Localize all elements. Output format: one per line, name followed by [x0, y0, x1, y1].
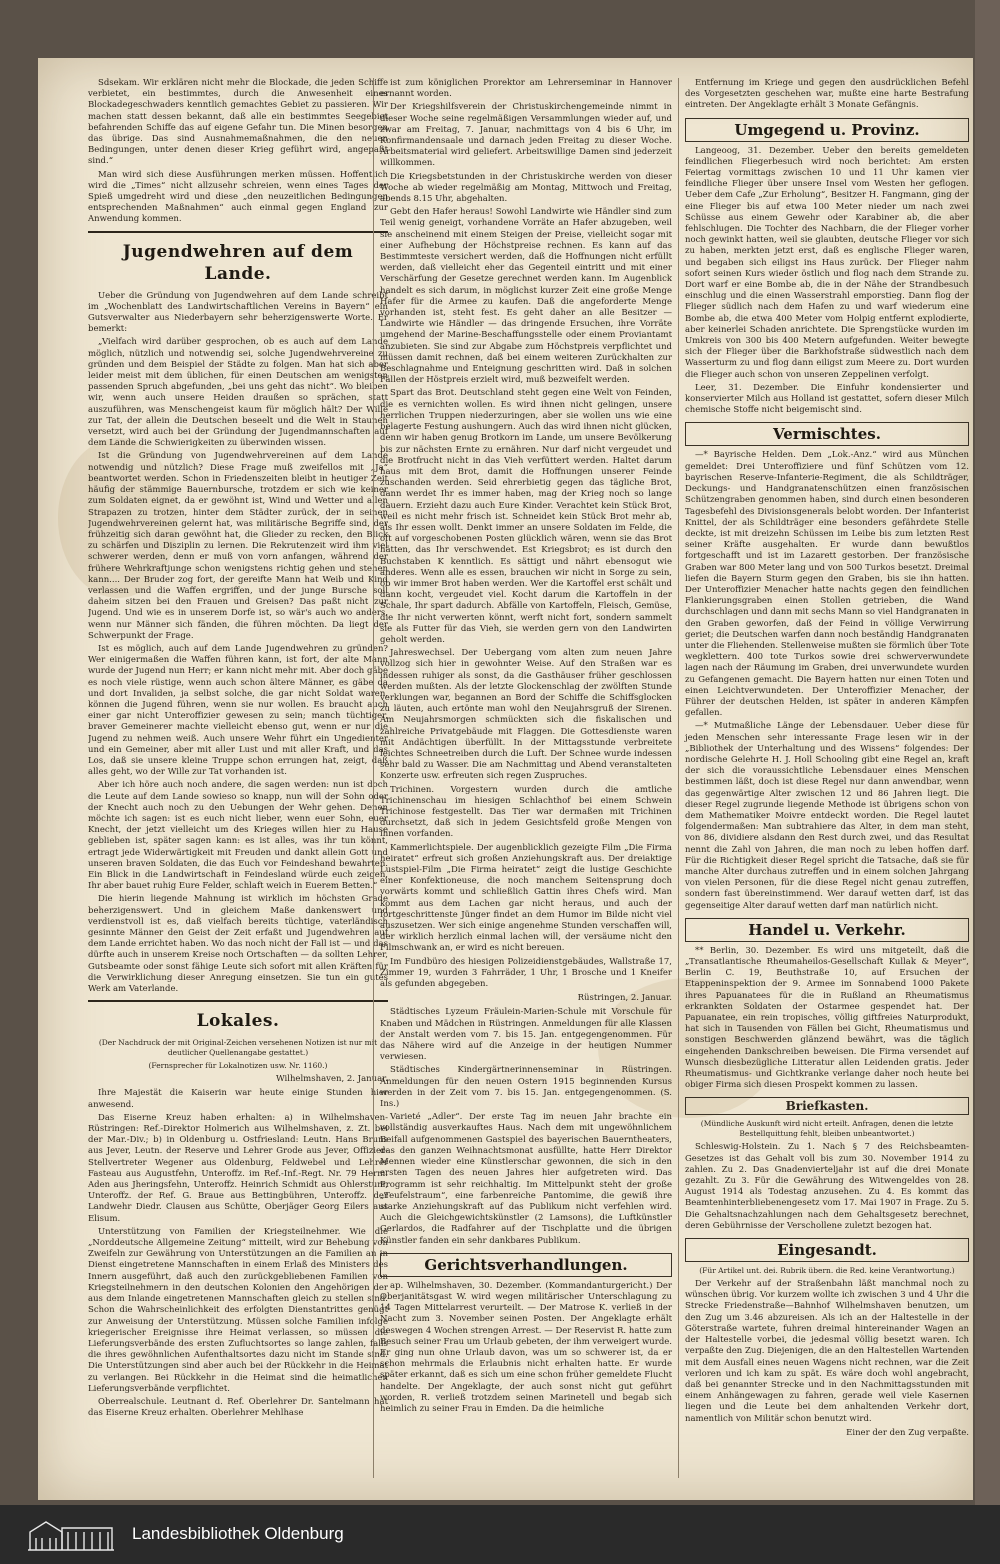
dateline: Rüstringen, 2. Januar. — [577, 993, 672, 1004]
paragraph: Ihre Majestät die Kaiserin war heute einige Stunden hier anwesend. — [88, 1088, 388, 1110]
paragraph: Städtisches Kindergärtnerinnenseminar in Rüstringen. Anmeldungen für den neuen Ostern 1915 beginnenden Kursus werden in der Zeit vom 7. bis 15. Jan. entgegengenommen. (S. Ins.) — [380, 1065, 672, 1110]
paragraph: Städtisches Lyzeum Fräulein-Marien-Schule mit Vorschule für Knaben und Mädchen in Rüstringen. Anmeldungen für alle Klassen der Anstalt werden vom 7. bis 15. Jan. entgegengenommen. Für das Nähere wird auf die Anzeige in der heutigen Nummer verwiesen. — [380, 1007, 672, 1063]
heading-gerichtsverhandlungen: Gerichtsverhandlungen. — [380, 1253, 672, 1277]
eingesandt-note: (Für Artikel unt. dei. Rubrik übern. die Red. keine Verantwortung.) — [699, 1266, 955, 1276]
divider — [88, 1000, 388, 1002]
paragraph: Ist die Gründung von Jugendwehrvereinen auf dem Lande notwendig und nützlich? Diese Frage muß zweifellos mit „Ja“ beantwortet werden. Schon in Friedenszeiten bleibt in heutiger Zeit häufig der stämmige Bauernbursche, trotzdem er sich wie keiner zum Soldaten eignet, da er gewöhnt ist, Wind und Wetter und allen Strapazen zu trotzen, hinter dem Städter zurück, der in seinen Jugendwehrvereinen gelernt hat, was militärische Begriffe sind, der frühzeitig sich daran gewöhnt hat, die Glieder zu recken, den Blick zu schärfen und Disziplin zu lernen. Die Rekrutenzeit wird ihm viel schwerer werden, denn er muß von vorn anfangen, während der frühere Wehrkraftjunge schon wenigstens richtig gehen und stehen kann.... Der Bruder zog fort, der gereifte Mann hat Weib und Kind verlassen und die Waffen ergriffen, und der junge Bursche soll daheim sitzen bei den Frauen und Greisen? Das paßt nicht zur Jugend. Und wie es in unserem Dorfe ist, so wär's auch wo anders, wenn nur Männer sich fänden, die führen möchten. Da liegt der Schwerpunkt der Frage. — [88, 451, 388, 641]
heading-briefkasten: Briefkasten. — [685, 1097, 969, 1115]
paragraph: Der Kriegshilfsverein der Christuskirchengemeinde nimmt in dieser Woche seine regelmäßigen Versammlungen wieder auf, und zwar am Freitag, 7. Januar, nachmittags von 4 bis 6 Uhr, im Konfirmandensaale und darnach jeden Freitag zu dieser Woche. Arbeitsmaterial wird geliefert. Arbeitswillige Damen sind jederzeit willkommen. — [380, 102, 672, 169]
heading-eingesandt: Eingesandt. — [685, 1238, 969, 1262]
paragraph: Entfernung im Kriege und gegen den ausdrücklichen Befehl des Vorgesetzten geschehen war, mußte eine harte Bestrafung eintreten. Der Angeklagte erhält 3 Monate Gefängnis. — [685, 78, 969, 111]
page-edge — [975, 0, 1000, 1505]
signature-line: Einer der den Zug verpaßte. — [846, 1427, 969, 1438]
paragraph: Oberrealschule. Leutnant d. Ref. Oberlehrer Dr. Santelmann hat das Eiserne Kreuz erhalten. Oberlehrer Mehlhase — [88, 1396, 388, 1419]
heading-vermischtes: Vermischtes. — [685, 422, 969, 446]
heading-umgegend: Umgegend u. Provinz. — [685, 118, 969, 142]
paragraph: Das Eiserne Kreuz haben erhalten: a) in Wilhelmshaven-Rüstringen: Ref.-Direktor Holmerich aus Wilhelmshaven, z. Zt. bei der Mar.-Div.; b) in Oldenburg u. Ostfriesland: Leutn. Hans Bruns aus Jever, Leutn. der Reserve und Lehrer Grode aus Jever, Offizier-Stellvertreter Wegener aus Oldenburg, Feldwebel und Lehrer Fasteau aus Augustfehn, Unteroffz. im Ref.-Inf.-Regt. Nr. 79 Herm. Aden aus Jheringsfehn, Unteroffz. Heinrich Schmidt aus Ohlerstum, Unteroffz. der Ref. G. Braue aus Bettingbühren, Unteroffz. der Landwehr Diedr. Clausen aus Schütte, Oberjäger Georg Eilers aus Elisum. — [88, 1112, 388, 1224]
heading-lokales: Lokales. — [196, 1011, 280, 1032]
dateline: Wilhelmshaven, 2. Januar. — [275, 1074, 388, 1085]
column-1 — [88, 78, 388, 1478]
paragraph: Langeoog, 31. Dezember. Ueber den bereits gemeldeten feindlichen Fliegerbesuch wird noch berichtet: Am ersten Feiertag vormittags zwischen 10 und 11 Uhr kamen vier feindliche Flieger über unsere Insel vom Westen her geflogen. Ueber dem Cafe „Zur Erholung“, Besitzer H. Fangmann, ging der eine Flieger bis auf etwa 100 Meter nieder um nach zwei Schüsse aus einem Gewehr oder Karabiner ab, die aber fehlschlugen. Die Tochter des Nachbarn, die der Flieger vorher noch gewinkt hatten, weil sie glaubten, deutsche Flieger vor sich zu haben, merkten jetzt erst, daß es englische Flieger waren, und begaben sich eiligst ins Haus zurück. Der Flieger nahm sofort seinen Kurs wieder östlich und flog nach dem Strande zu. Dort warf er eine Bombe ab, die in der Nähe der Strandbesuch einschlug und die einen Wasserstrahl emporstieg. Dann flog der Flieger südlich nach dem Hafen zu und warf wiederum eine Bombe ab, die etwa 400 Meter vom Holpig entfernt explodierte, aber keinerlei Schaden anrichtete. Die Sprengstücke wurden im Umkreis von 300 bis 400 Metern aufgefunden. Weiter bewegte sich der Flieger über die Barkhofstraße südwestlich nach dem Wasserturm zu und flog dann eiligst zum Meere zu. Dort wurden die Flieger auch schon von unseren Zeppelinen verfolgt. — [685, 145, 969, 380]
paragraph: ** Berlin, 30. Dezember. Es wird uns mitgeteilt, daß die „Transatlantische Rheumaheilos-Gesellschaft Kullak & Meyer“, Berlin C. 19, Beuthstraße 10, auf Ersuchen der Etappeninspektion der 9. Armee im Sonnabend 1000 Pakete ihres Papuanatees für die in Rußland an Rheumatismus erkrankten Soldaten der Ostarmee gespendet hat. Der Papuanatee, ein rein tropisches, völlig giftfreies Naturprodukt, hat sich in Tausenden von Fällen bei Gicht, Rheumatismus und sonstigen Beschwerden glänzend bewährt, was die täglich eingehenden Dankschreiben beweisen. Die Firma versendet auf Wunsch diesbezügliche Litteratur allen Leidenden gratis. Jeder Rheumatismus- und Gichtkranke verlange daher noch heute bei obiger Firma sich diesen Prospekt kommen zu lassen. — [685, 945, 969, 1091]
paragraph: Ueber die Gründung von Jugendwehren auf dem Lande schreibt im „Wochenblatt des Landwirtschaftlichen Vereins in Bayern“ ein Gutsverwalter aus Niederbayern sehr beherzigenswerte Worte. Er bemerkt: — [88, 290, 388, 335]
paragraph: „Vielfach wird darüber gesprochen, ob es auch auf dem Lande möglich, nützlich und notwendig sei, solche Jugendwehrvereine zu gründen und dem Beispiel der Städte zu folgen. Man hat sich aber leider meist mit dem üblichen, für einen Deutschen am wenigsten passenden Spruch abgefunden, „bei uns geht das nicht“. Wo bleiben wir, wenn auch unsere Heiden draußen so sprächen, statt auszuführen, was Menschengeist kaum für möglich hält? Der Wille zur Tat, der allein die Deutschen beseelt und die Welt in Staunen versetzt, wird auch bei der Gründung der Jugendmannschaften auf dem Lande die Schwierigkeiten zu überwinden wissen. — [88, 337, 388, 449]
heading-handel: Handel u. Verkehr. — [685, 918, 969, 942]
paragraph: Kammerlichtspiele. Der augenblicklich gezeigte Film „Die Firma heiratet“ erfreut sich großen Anziehungskraft aus. Der dreiaktige Lustspiel-Film „Die Firma heiratet“ zeigt die lustige Geschichte einer Konfektioneuse, die noch manchem Seitensprung doch vorwärts kommt und schließlich Gattin ihres Chefs wird. Man kommt aus dem Lachen gar nicht heraus, und auch der fortgeschrittenste Jünger findet an dem Humor im Bilde nicht viel auszusetzen. Wer sich einige angenehme Stunden verschaffen will, der wirklich herzlich einmal lachen will, der versäume nicht den Filmschwank an, er wird es nicht bereuen. — [380, 842, 672, 954]
library-footer — [0, 1505, 1000, 1564]
paragraph: Die Kriegsbetstunden in der Christuskirche werden von dieser Woche ab wieder regelmäßig am Montag, Mittwoch und Freitag, abends 8.15 Uhr, abgehalten. — [380, 171, 672, 205]
paragraph: Man wird sich diese Ausführungen merken müssen. Hoffentlich wird die „Times“ nicht allzusehr schreien, wenn eines Tages der Spieß umgedreht wird und diese „den neuzeitlichen Bedingungen entsprechenden Maßnahmen“ auch einmal gegen England zur Anwendung kommen. — [88, 169, 388, 225]
phone-note: (Fernsprecher für Lokalnotizen usw. Nr. 1160.) — [148, 1061, 328, 1071]
library-name: Landesbibliothek Oldenburg — [132, 1524, 344, 1543]
paragraph: Schleswig-Holstein. Zu 1. Nach § 7 des Reichsbeamten-Gesetzes ist das Gehalt voll bis zum 30. November 1914 zu zahlen. Zu 2. Das Gnadenvierteljahr ist auf die drei Monate gezahlt. Zu 3. Für die Gewährung des Witwengeldes von 28. August 1914 als Todestag anzusehen. Zu 4. Es kommt das Beamtenhinterbliebenengesetz vom 17. Mai 1907 in Frage. Zu 5. Die Gehaltsnachzahlungen nach dem Gehaltsgesetz berechnet, deren Gebührnisse der Verschollene zuletzt bezogen hat. — [685, 1142, 969, 1231]
paragraph: Jahreswechsel. Der Uebergang vom alten zum neuen Jahre vollzog sich hier in gewohnter Weise. Auf den Straßen war es indessen ruhiger als sonst, da die Gasthäuser früher geschlossen werden mußten. Als der letzte Glockenschlag der zwölften Stunde verklungen war, begannen an Bord der Schiffe die Schiffsglocken zu läuten, auch ertönte man wohl den Neujahrsgruß der Sirenen. Am Neujahrsmorgen schmückten sich die fiskalischen und zahlreiche Privatgebäude mit Flaggen. Die Gottesdienste waren mit Andächtigen überfüllt. In der Mittagsstunde verbreitete leichtes Schneetreiben durch die Luft. Der Schnee wurde indessen sehr bald zu Wasser. Die am Nachmittag und Abend veranstalteten Konzerte usw. erfreuten sich regen Zuspruches. — [380, 648, 672, 782]
paragraph: Im Fundbüro des hiesigen Polizeidienstgebäudes, Wallstraße 17, Zimmer 19, wurden 3 Fahrräder, 1 Uhr, 1 Brosche und 1 Kneifer als gefunden abgegeben. — [380, 956, 672, 990]
col1-intro — [88, 78, 388, 226]
paragraph: ist zum königlichen Prorektor am Lehrerseminar in Hannover ernannt worden. — [380, 78, 672, 100]
reprint-note: (Der Nachdruck der mit Original-Zeichen versehenen Notizen ist nur mit deutlicher Quellenangabe gestattet.) — [98, 1038, 378, 1058]
paragraph: Trichinen. Vorgestern wurden durch die amtliche Trichinenschau im hiesigen Schlachthof bei einem Schwein Trichinose festgestellt. Das Tier war dermaßen mit Trichinen durchsetzt, daß sich in jedem Gesichtsfeld große Mengen von ihnen vorfanden. — [380, 784, 672, 840]
paragraph: ap. Wilhelmshaven, 30. Dezember. (Kommandanturgericht.) Der Oberjanitätsgast W. wird wegen militärischer Unterschlagung zu 14 Tagen Mittelarrest verurteilt. — Der Matrose K. verließ in der Nacht zum 3. November seinen Posten. Der Angeklagte erhält deswegen 4 Wochen strengen Arrest. — Der Reservist R. hatte zum Besuch seiner Frau um Urlaub gebeten, der ihm verweigert wurde. Er ging nun ohne Urlaub davon, was um so schwerer ist, da er schon mehrmals die Erlaubnis nicht erhalten hatte. Er wurde später erkannt, daß es sich um eine schon früher gemeldete Flucht handelte. Der Angeklagte, der auch sonst nicht gut geführt worden, R. verließ trotzdem seinen Marinetell und begab sich heimlich zu seiner Frau in Emden. Da die heimliche — [380, 1280, 672, 1414]
paragraph: Leer, 31. Dezember. Die Einfuhr kondensierter und konservierter Milch aus Holland ist gestattet, sofern dieser Milch chemische Stoffe nicht beigemischt sind. — [685, 382, 969, 416]
paragraph: Spart das Brot. Deutschland steht gegen eine Welt von Feinden, die es vernichten wollen. Es wird ihnen nicht gelingen, unsere herrlichen Truppen niederzuringen, aber sie wollen uns wie eine belagerte Festung aushungern. Auch das wird ihnen nicht glücken, denn wir haben genug Brotkorn im Lande, um unsere Bevölkerung bis zur nächsten Ernte zu ernähren. Nur darf nicht vergeudet und die Brotfrucht nicht in das Vieh verfüttert werden. Haltet darum haus mit dem Brot, damit die Hoffnungen unserer Feinde zuschanden werden. Seid ehrerbietig gegen das tägliche Brot, dann werdet Ihr es immer haben, mag der Krieg noch so lange dauern. Erzieht dazu auch Eure Kinder. Verachtet kein Stück Brot, weil es nicht mehr frisch ist. Schneidet kein Stück Brot mehr ab, als Ihr essen wollt. Denkt immer an unsere Soldaten im Felde, die oft auf vorgeschobenen Posten glücklich wären, wenn sie das Brot hätten, das Ihr verschwendet. Est Kriegsbrot; es ist durch den Buchstaben K kenntlich. Es sättigt und nährt ebensogut wie anderes. Wenn alle es essen, brauchen wir nicht in Sorge zu sein, ob wir immer Brot haben werden. Wer die Kartoffel erst schält und dann kocht, vergeudet viel. Kocht darum die Kartoffeln in der Schale, Ihr spart dadurch. Abfälle von Kartoffeln, Fleisch, Gemüse, die Ihr nicht verwerten könnt, werft nicht fort, sondern sammelt sie als Futter für das Vieh, sie werden gern von den Landwirten geholt werden. — [380, 388, 672, 645]
library-building-icon — [26, 1518, 116, 1552]
paragraph: Unterstützung von Familien der Kriegsteilnehmer. Wie die „Norddeutsche Allgemeine Zeitung“ mitteilt, wird zur Behebung von Zweifeln zur Gewährung von Unterstützungen an die Familien an in Dienst eingetretene Mannschaften in einem Erlaß des Ministers des Innern ausgeführt, daß auch den zurückgebliebenen Familien von Kriegsteilnehmern in den deutschen Kolonien den Angehörigen der aus dem Inlande eingetretenen Mannschaften gleich zu stellen sind. Schon die Wahrscheinlichkeit des erfolgten Dienstantrittes genügt zur Anweisung der Unterstützung. Müssen solche Familien infolge kriegerischer Ereignisse ihre Heimat verlassen, so müssen die Lieferungsverbände des ersten Zufluchtsortes so lange zahlen, falls die ihres gewöhnlichen Aufenthaltsortes dazu nicht im Stande sind. Die Unterstützungen sind aber auch bei der Rückkehr in die Heimat zu verlangen. Bei Rückkehr in die Heimat sind die heimatlichen Lieferungsverbände verpflichtet. — [88, 1226, 388, 1394]
paragraph: Ist es möglich, auch auf dem Lande Jugendwehren zu gründen? Wer einigermaßen die Waffen führen kann, ist fort, der alte Mann wurde der Jugend nun Herr; er kann nicht mehr mit. Aber doch gäbe es noch viele rüstige, wenn auch schon ältere Männer, es gäbe da und dort Invaliden, ja selbst solche, die gar nicht Soldat waren, können die Jugend führen, wenn sie nur wollen. Es braucht auch einer gar nicht Unteroffizier gewesen zu sein; manch tüchtiger, braver Gemeinerer machte vielleicht ebenso gut, wenn er nur die Jugend zu nehmen weiß. Auch unsere Wehr führt ein Ungedienter und ein Gemeiner, aber mit aller Lust und mit aller Kraft, und das Los, daß sie unsere kleine Truppe schon errungen hat, zeigt, daß alles geht, wo der Wille zur Tat vorhanden ist. — [88, 643, 388, 778]
paragraph: Varieté „Adler“. Der erste Tag im neuen Jahr brachte ein vollständig ausverkauftes Haus. Nach dem mit ungewöhnlichem Beifall aufgenommenen Gastspiel des bayerischen Bauerntheaters, das den ganzen Weihnachtsmonat ausfüllte, hatte Herr Direktor Mennen wieder eine Künstlerschar gewonnen, die sich in den ersten Tagen des neuen Jahres hier aufgetreten wird. Das Programm ist sehr reichhaltig. Im Mittelpunkt steht der große „Teufelstraum“, eine farbenreiche Pantomime, die gewiß ihre starke Anziehungskraft auf das Publikum nicht verfehlen wird. Auch die Gleichgewichtskünstler (2 Lamsons), die Luftkünstler Gerlardos, die Radfahrer auf der Tischplatte und die übrigen Künstler fanden ein sehr dankbares Publikum. — [380, 1112, 672, 1246]
paragraph: Die hierin liegende Mahnung ist wirklich im höchsten Grade beherzigenswert. Und in gleichem Maße dankenswert und verdienstvoll ist es, daß vielfach bereits tüchtige, vaterländisch gesinnte Männer den Geist der Zeit erfaßt und Jugendwehren auf dem Lande errichtet haben. Wo das noch nicht der Fall ist — und das dürfte auch in unserem Kreise noch Ortschaften — da sollten Lehrer, Gutsbeamte oder sonst fähige Leute sich sofort mit allen Kräften für die Verwirklichung dieser Anregung einsetzen. Sie tun ein gutes Werk am Vaterlande. — [88, 894, 388, 995]
paragraph: Gebt den Hafer heraus! Sowohl Landwirte wie Händler sind zum Teil wenig geneigt, vorhandene Vorräte an Hafer abzugeben, weil sie anscheinend mit einem Steigen der Preise, vielleicht sogar mit einer Aufhebung der Höchstpreise rechnen. Es kann auf das Bestimmteste versichert werden, daß die Hoffnungen nicht erfüllt werden, daß vielleicht eher das Gegenteil eintritt und mit einer Verschärfung der Gesetze gerechnet werden kann. Im Augenblick handelt es sich darum, in möglichst kurzer Zeit eine große Menge Hafer für die Armee zu kaufen. Daß die angeforderte Menge vorhanden ist, steht fest. Es geht daher an alle Besitzer — Landwirte wie Händler — das dringende Ersuchen, ihre Vorräte umgehend der Marine-Beschaffungsstelle oder einem Proviantamt anzubieten. Sie sind zur Abgabe zum Höchstpreis verpflichtet und müssen damit rechnen, daß bei einem weiteren Zurückhalten zur Beschlagnahme und Enteignung geschritten wird. Daß in solchen Fällen der Höstpreis erzielt wird, muß bezweifelt werden. — [380, 207, 672, 386]
paragraph: —* Bayrische Helden. Dem „Lok.-Anz.“ wird aus München gemeldet: Drei Unteroffiziere und fünf Schützen vom 12. bayrischen Reserve-Infanterie-Regiment, die als Schildträger, Deckungs- und Handgranatenschützen einen französischen Schützengraben genommen haben, sind durch einen besonderen Tagesbefehl des Divisionsgenerals belobt worden. Der Infanterist Knittel, der als Schildträger eine besonders gefährdete Stelle deckte, ist mit dreizehn Schüssen im Leibe bis zum letzten Rest seiner Kräfte ausgehalten. Er wurde dann bewußtlos fortgeschafft und ist im Lazarett gestorben. Der französische Graben war 800 Meter lang und von 500 Turkos besetzt. Dreimal liefen die Bayern Sturm gegen den Graben, bis sie ihn hatten. Der Unteroffizier Menacher hatte nachts gegen den feindlichen Flankierungsgraben einen Stollen getrieben, die Wand durchschlagen und dann mit sechs Mann so viel Handgranaten in den Graben geworfen, daß der Feind in völlige Verwirrung geriet; die Deutschen warfen dann noch beständig Handgranaten unter die Fliehenden. Stellenweise mußten sie förmlich über Tote wegklettern. 400 tote Turkos sowie drei schwerverwundete lagen nach der Räumung im Graben, drei unverwundete wurden zu Gefangenen gemacht. Die Bayern hatten nur einen Toten und einen Leichtverwundeten. Der Unteroffizier Menacher, der Führer der deutschen Helden, ist später in anderen Kämpfen gefallen. — [685, 450, 969, 719]
paragraph: Der Verkehr auf der Straßenbahn läßt manchmal noch zu wünschen übrig. Vor kurzem wollte ich zwischen 3 und 4 Uhr die Strecke Friedenstraße—Bahnhof Wilhelmshaven benutzen, um den Zug um 3.46 abzureisen. Als ich an der Haltestelle in der Göterstraße wartete, fuhren dreimal hintereinander Wagen an der Haltestelle vorbei, die jedesmal völlig besetzt waren. Ich verpaßte den Zug. Diejenigen, die an den Haltestellen Wartenden mit dem Ausfall eines neuen Wagens nicht rechnen, war die Zeit verloren und ich kam zu spät. Es wäre doch wohl angebracht, daß bei genannter Strecke und in den Nachmittagsstunden mit einem Anhängewagen zu fahren, gerade weil viele Kasernen liegen und die Leute bei dem anhaltenden Verkehr dort, namentlich von Militär schon benutzt wird. — [685, 1279, 969, 1424]
column-3 — [678, 78, 969, 1478]
paragraph: Sdsekam. Wir erklären nicht mehr die Blockade, die jeden Schiffe verbietet, ein bestimmtes, durch die Anwesenheit eines Blockadegeschwaders kenntlich gemachtes Gebiet zu passieren. Wir machen statt dessen bekannt, daß alle ein bestimmtes Seegebiet befahrenden Schiffe das auf eigene Gefahr tun. Die Minen besorgen das übrige. Das sind Ausnahmemaßnahmen, die den neuen Bedingungen, unter denen dieser Krieg geführt wird, angepaßt sind.“ — [88, 78, 388, 167]
heading-jugendwehren: Jugendwehren auf dem Lande. — [122, 241, 354, 284]
paragraph: Aber ich höre auch noch andere, die sagen werden: nun ist doch die Leute auf dem Lande sowieso so knapp, nun will der Sohn oder der Knecht auch noch zu den Uebungen der Wehr gehen. Denen möchte ich sagen: ist es euch nicht lieber, wenn euer Sohn, euer Knecht, der jetzt vielleicht um des Krieges willen hier zu Hause geblieben ist, später sagen kann: es ist alles, was ihr tun könnt, ertragt jede Widerwärtigkeit mit Freuden und dankt allein Gott und unseren braven Soldaten, die das Euch vor Feindeshand bewahrten. Ein Blick in die Landwirtschaft in Feindesland würde euch zeigen, Ihr aber bauet ruhig Eure Felder, schlaft weich in Euerem Betten.“ — [88, 780, 388, 892]
newspaper-page — [38, 58, 973, 1500]
column-2 — [373, 78, 672, 1478]
briefkasten-note: (Mündliche Auskunft wird nicht erteilt. Anfragen, denen die letzte Bestellquittung fehlt, bleiben unbeantwortet.) — [700, 1119, 954, 1139]
paragraph: —* Mutmaßliche Länge der Lebensdauer. Ueber diese für jeden Menschen sehr interessante Frage lesen wir in der „Bibliothek der Unterhaltung und des Wissens“ folgendes: Der nordische Gelehrte H. J. Holl Schooling gibt eine Regel an, kraft der sich die voraussichtliche Lebensdauer eines Menschen bestimmen läßt, doch ist diese Regel nur dann anwendbar, wenn das gegenwärtige Alter zwischen 12 und 86 Jahren liegt. Die dieser Regel zugrunde liegende Methode ist übrigens schon von dem Mathematiker Moivre entdeckt worden. Die Regel lautet folgendermaßen: Man subtrahiere das Alter, in dem man steht, von 86, dividiere alsdann den Rest durch zwei, und das Resultat nennt die Zahl von Jahren, die man noch zu leben hoffen darf. Für die Richtigkeit dieser Regel spricht die Tatsache, daß sie für manche Alter durchaus zutreffen und in einem solchen Jahrgang von vielen Personen, für die diese Regel nicht genau zutreffen, sondern fast übereinstimmend. Wer darauf wetten darf, ist das gegenseitige Alter darauf wetten darf man natürlich nicht. — [685, 721, 969, 911]
divider — [88, 231, 388, 233]
